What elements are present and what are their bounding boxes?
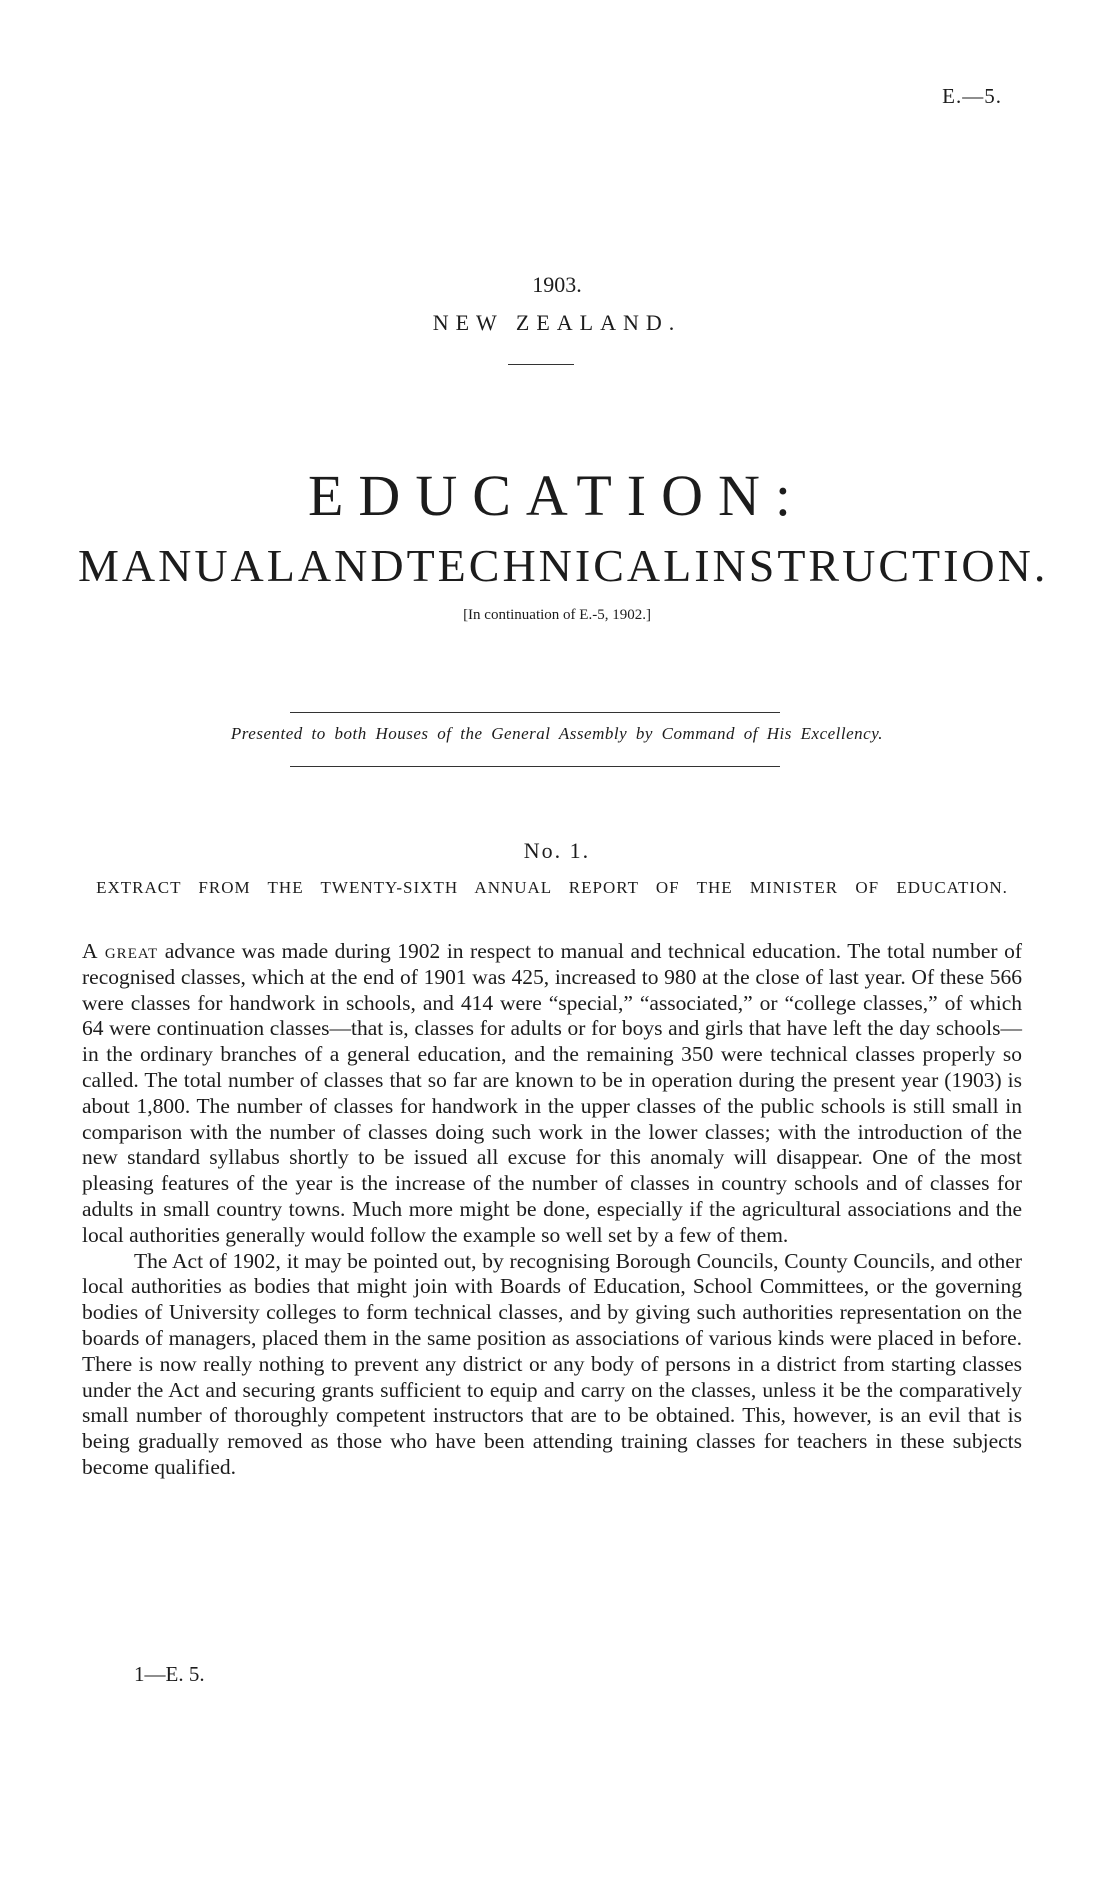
sub-title-word: TECHNICAL [406, 540, 695, 591]
report-body [82, 939, 1022, 1481]
country-name: NEW ZEALAND. [432, 310, 682, 335]
continuation-note: [In continuation of E.-5, 1902.] [463, 607, 651, 623]
publication-year: 1903. [532, 272, 582, 297]
paragraph-1-text: advance was made during 1902 in respect to manual and technical education. The total number of recognised classes, which at the end of 1901 was 425, increased to 980 at the close of last year. Of these 566 were classes for handwork in schools, and 414 were “special,” “associated,” or “college classes,” of which 64 were continuation classes—that is, classes for adults or for boys and girls that have left the day schools—in the ordinary branches of a general education, and the remaining 350 were technical classes properly so called. The total number of classes that so far are known to be in operation during the present year (1903) is about 1,800. The number of classes for handwork in the upper classes of the public schools is still small in comparison with the number of classes doing such work in the lower classes; with the introduction of the new standard syllabus shortly to be issued all excuse for this anomaly will disappear. One of the most pleasing features of the year is the increase of the number of classes in country schools and of classes for adults in small country towns. Much more might be done, especially if the agricultural associations and the local authorities generally would follow the example so well set by a few of them. [82, 939, 1022, 1247]
page-reference: E.—5. [942, 84, 1002, 108]
section-number: No. 1. [523, 838, 591, 863]
paragraph-1 [82, 939, 1022, 1249]
divider-short [508, 364, 574, 365]
sub-title-word: AND [297, 540, 407, 591]
sub-title-word: INSTRUCTION. [694, 540, 1049, 591]
lead-words: A great [82, 939, 159, 963]
paragraph-2: The Act of 1902, it may be pointed out, by recognising Borough Councils, County Councils, and other local authorities as bodies that might join with Boards of Education, School Committees, or the governing bodies of University colleges to form technical classes, and by giving such authorities representation on the boards of managers, placed them in the same position as associations of various kinds were placed in before. There is now really nothing to prevent any district or any body of persons in a district from starting classes under the Act and securing grants sufficient to equip and carry on the classes, unless it be the comparatively small number of thoroughly competent instructors that are to be obtained. This, however, is an evil that is being gradually removed as those who have been attending training classes for teachers in these subjects become qualified. [82, 1248, 1022, 1479]
sub-title-word: MANUAL [78, 540, 298, 591]
signature-mark: 1—E. 5. [134, 1662, 205, 1686]
section-heading: EXTRACT FROM THE TWENTY-SIXTH ANNUAL REPORT OF THE MINISTER OF EDUCATION. [96, 878, 1008, 897]
divider-top [290, 712, 780, 713]
presented-line: Presented to both Houses of the General Assembly by Command of His Excellency. [230, 724, 884, 743]
sub-title [78, 539, 1049, 592]
divider-bottom [290, 766, 780, 767]
main-title: EDUCATION: [308, 463, 806, 528]
